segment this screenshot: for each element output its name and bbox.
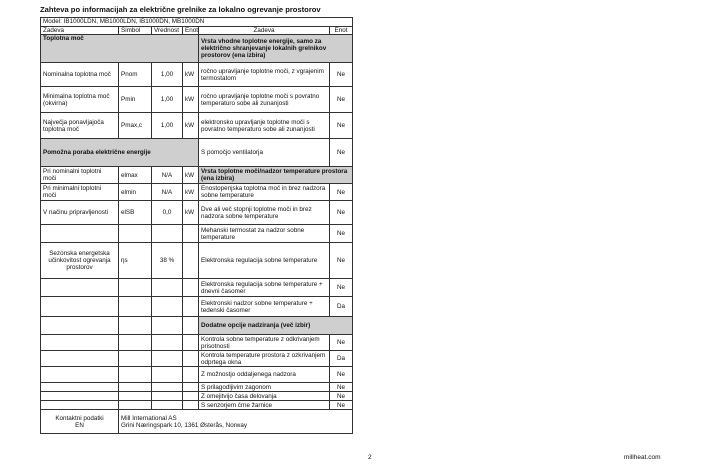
row-option-value: Ne	[330, 201, 353, 225]
section-vrsta-vhodne: Vrsta vhodne toplotne energije, samo za električno shranjevanje lokalnih grelnikov prostorov (ena izbira)	[199, 35, 353, 63]
row-option-value: Ne	[330, 63, 353, 87]
row-option-label: Elektronska regulacija sobne temperature	[199, 243, 330, 279]
row-option-label: Elektronska regulacija sobne temperature + dnevni časomer	[199, 279, 330, 297]
section-toplotna-moc: Toplotna moč	[41, 35, 199, 63]
table-row	[41, 184, 353, 201]
row-label: Največja ponavljajoča toplotna moč	[41, 113, 119, 139]
table-row	[41, 225, 353, 243]
row-option-label: elektronsko upravljanje toplotne moči s povratno temperaturo sobe ali zunanjosti	[199, 113, 330, 139]
row-option-label: Kontrola sobne temperature z odkrivanjem prisotnosti	[199, 335, 330, 351]
row-unit: kW	[183, 87, 199, 113]
row-option-label: S prilagodljivim zagonom	[199, 383, 330, 392]
row-unit: kW	[183, 167, 199, 184]
row-option-value: Ne	[330, 225, 353, 243]
contact-label-line1: Kontaktni podatki	[55, 414, 104, 422]
row-value: 38 %	[152, 243, 183, 279]
row-label: Sezonska energetska učinkovitost ogrevanja prostorov	[41, 243, 119, 279]
row-option-value: Ne	[330, 383, 353, 392]
row-option-value: Ne	[330, 367, 353, 383]
row-option-value: Ne	[330, 401, 353, 410]
row-option-label: Mehanski termostat za nadzor sobne temperature	[199, 225, 330, 243]
contact-row	[41, 410, 353, 434]
table-row	[41, 243, 353, 279]
row-label: Minimalna toplotna moč (okvirna)	[41, 87, 119, 113]
row-option-label: Z možnostjo oddaljenega nadzora	[199, 367, 330, 383]
row-option-value: Ne	[330, 392, 353, 401]
row-option-label: S senzorjem črne žarnice	[199, 401, 330, 410]
row-label: Pri minimalni toplotni moči	[41, 184, 119, 201]
row-value: N/A	[152, 167, 183, 184]
row-symbol: elSB	[119, 201, 152, 225]
row-label: V načinu pripravljenosti	[41, 201, 119, 225]
row-label: Nominalna toplotna moč	[41, 63, 119, 87]
row-unit: kW	[183, 201, 199, 225]
spec-table	[40, 17, 353, 434]
model-cell: Model: IB1000LDN, MB1000LDN, IB1000DN, MB1000DN	[41, 18, 353, 27]
row-value: 1,00	[152, 113, 183, 139]
table-row	[41, 113, 353, 139]
section-pomozna: Pomožna poraba električne energije	[41, 139, 199, 167]
row-option-value: Ne	[330, 139, 353, 167]
row-option-label: ročno upravljanje toplotne moči, z vgrajenim termostatom	[199, 63, 330, 87]
row-label: Pri nominalni toplotni moči	[41, 167, 119, 184]
table-row	[41, 401, 353, 410]
row-value: 1,00	[152, 87, 183, 113]
model-row	[41, 18, 353, 27]
table-row	[41, 201, 353, 225]
row-unit: kW	[183, 184, 199, 201]
row-option-label: S pomočjo ventilatorja	[199, 139, 330, 167]
header-zadeva: Zadeva	[41, 27, 119, 35]
table-row	[41, 167, 353, 184]
page-number: 2	[368, 454, 372, 461]
row-option-label: Kontrola temperature prostora z ozkrivanjem odprtega okna	[199, 351, 330, 367]
row-option-value: Da	[330, 297, 353, 317]
row-symbol: Pmin	[119, 87, 152, 113]
row-symbol: elmin	[119, 184, 152, 201]
header-row	[41, 27, 353, 35]
row-value: 0,0	[152, 201, 183, 225]
row-option-value: Ne	[330, 335, 353, 351]
row-option-label: Z omejitvijo časa delovanja	[199, 392, 330, 401]
header-simbol: Simbol	[119, 27, 152, 35]
document-title: Zahteva po informacijah za električne grelnike za lokalno ogrevanje prostorov	[40, 5, 321, 14]
row-unit: kW	[183, 113, 199, 139]
row-option-value: Ne	[330, 113, 353, 139]
row-option-label: ročno upravljanje toplotne moči s povratno temperaturo sobe ali zunanjosti	[199, 87, 330, 113]
section-vrsta-toplotne: Vrsta toplotne moči/nadzor temperature prostora (ena izbira)	[199, 167, 353, 184]
header-zadeva-right: Zadeva	[199, 27, 330, 35]
row-option-value: Ne	[330, 87, 353, 113]
row-option-value: Ne	[330, 243, 353, 279]
header-enot-right: Enot	[330, 27, 353, 35]
contact-label	[41, 410, 119, 434]
table-row	[41, 297, 353, 317]
contact-details	[119, 410, 353, 434]
table-row	[41, 63, 353, 87]
row-option-value: Ne	[330, 184, 353, 201]
row-value: N/A	[152, 184, 183, 201]
row-symbol: Pnom	[119, 63, 152, 87]
table-row	[41, 87, 353, 113]
header-vrednost: Vrednost	[152, 27, 183, 35]
table-row	[41, 392, 353, 401]
row-symbol: elmax	[119, 167, 152, 184]
row-option-value: Ne	[330, 279, 353, 297]
row-unit: kW	[183, 63, 199, 87]
table-row	[41, 279, 353, 297]
contact-company: Mill International AS	[121, 414, 177, 422]
contact-label-line2: EN	[75, 421, 84, 429]
row-value: 1,00	[152, 63, 183, 87]
section-row	[41, 139, 353, 167]
section-dodatne: Dodatne opcije nadziranja (več izbir)	[199, 317, 353, 335]
contact-address: Grini Næringspark 10, 1361 Østerås, Norway	[121, 421, 247, 429]
row-option-label: Enostopenjska toplotna moč in brez nadzora sobne temperature	[199, 184, 330, 201]
header-enot: Enot	[183, 27, 199, 35]
footer-site: millheat.com	[624, 454, 661, 461]
row-symbol: ηs	[119, 243, 152, 279]
table-row	[41, 335, 353, 351]
row-symbol: Pmax,c	[119, 113, 152, 139]
row-option-value: Da	[330, 351, 353, 367]
table-row	[41, 367, 353, 383]
row-unit	[183, 243, 199, 279]
row-option-label: Dve ali več stopnji toplotne moči in brez nadzora sobne temperature	[199, 201, 330, 225]
table-row	[41, 351, 353, 367]
row-option-label: Elektronski nadzor sobne temperature + tedenski časomer	[199, 297, 330, 317]
table-row	[41, 317, 353, 335]
table-row	[41, 383, 353, 392]
section-row	[41, 35, 353, 63]
